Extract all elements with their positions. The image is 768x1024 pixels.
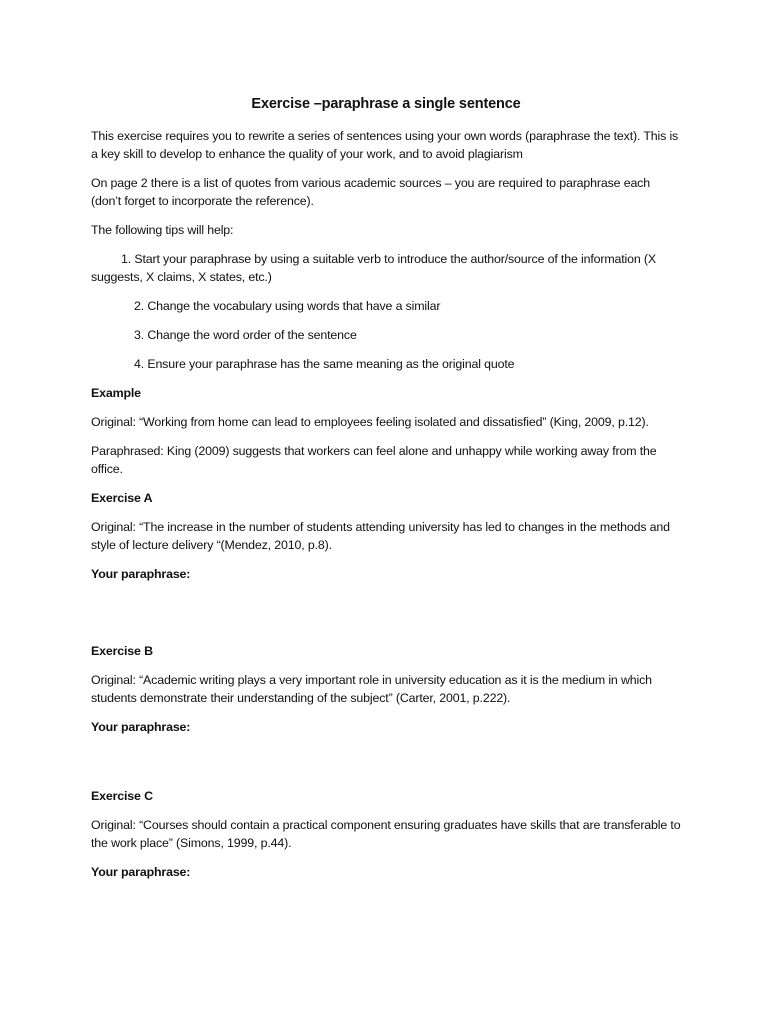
exercise-b-original: Original: “Academic writing plays a very important role in university education as it is the medium in which students demonstrate their understanding of the subject” (Carter, 2001, p.222). — [91, 673, 652, 705]
tips-intro: The following tips will help: — [91, 223, 234, 237]
example-paraphrased: Paraphrased: King (2009) suggests that workers can feel alone and unhappy while working away from the office. — [91, 444, 657, 476]
exercise-c-paraphrase-label: Your paraphrase: — [91, 865, 191, 879]
exercise-c-heading: Exercise C — [91, 789, 153, 803]
example-heading: Example — [91, 386, 141, 400]
tip-2: 2. Change the vocabulary using words that have a similar — [134, 299, 441, 313]
exercise-a-original: Original: “The increase in the number of students attending university has led to changes in the methods and style of lecture delivery “(Mendez, 2010, p.8). — [91, 520, 670, 552]
document-title: Exercise –paraphrase a single sentence — [251, 96, 521, 112]
exercise-a-heading: Exercise A — [91, 491, 153, 505]
exercise-b-answer-space — [91, 747, 681, 787]
example-original: Original: “Working from home can lead to employees feeling isolated and dissatisfied” (King, 2009, p.12). — [91, 415, 649, 429]
document-body — [91, 94, 681, 892]
exercise-c-original: Original: “Courses should contain a practical component ensuring graduates have skills that are transferable to the work place” (Simons, 1999, p.44). — [91, 818, 681, 850]
intro-paragraph-1: This exercise requires you to rewrite a series of sentences using your own words (paraphrase the text). This is a key skill to develop to enhance the quality of your work, and to avoid plagiarism — [91, 129, 679, 161]
tip-3: 3. Change the word order of the sentence — [134, 328, 357, 342]
intro-paragraph-2: On page 2 there is a list of quotes from various academic sources – you are required to paraphrase each (don’t forget to incorporate the reference). — [91, 176, 650, 208]
exercise-b-paraphrase-label: Your paraphrase: — [91, 720, 191, 734]
exercise-a-answer-space — [91, 594, 681, 642]
exercise-b-heading: Exercise B — [91, 644, 153, 658]
tip-4: 4. Ensure your paraphrase has the same meaning as the original quote — [134, 357, 515, 371]
exercise-a-paraphrase-label: Your paraphrase: — [91, 567, 191, 581]
tip-1: 1. Start your paraphrase by using a suitable verb to introduce the author/source of the information (X suggests, X claims, X states, etc.) — [91, 252, 657, 284]
